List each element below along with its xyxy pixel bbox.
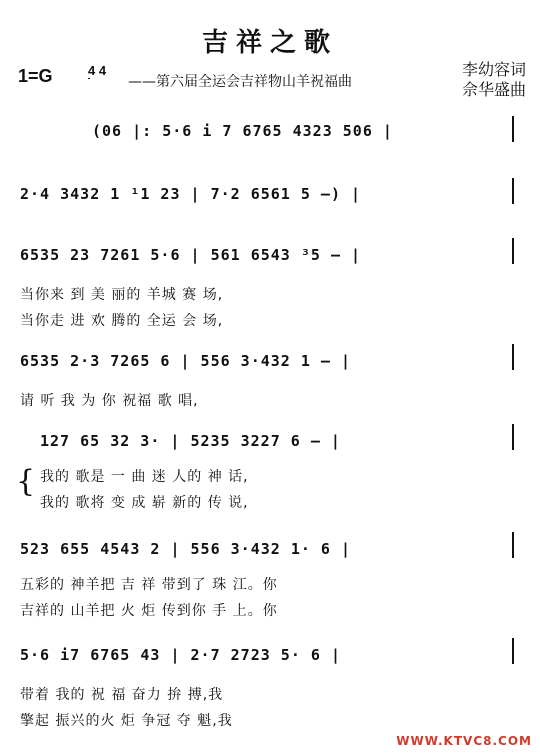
key-signature: 1=G xyxy=(18,66,53,86)
barline xyxy=(512,424,514,450)
barline xyxy=(512,238,514,264)
meter-bottom: 4 xyxy=(98,63,107,78)
barline xyxy=(512,178,514,204)
song-title: 吉祥之歌 xyxy=(201,28,338,58)
barline xyxy=(512,116,514,142)
barline xyxy=(512,638,514,664)
meter-top: 4 xyxy=(88,63,96,78)
subtitle: ——第六届全运会吉祥物山羊祝福曲 xyxy=(128,74,352,90)
site-watermark: WWW.KTVC8.COM xyxy=(396,734,532,748)
notation-line: 2·4 3432 1 ¹1 23 | 7·2 6561 5 —) | xyxy=(20,185,362,203)
lyric-line: 请 听 我 为 你 祝福 歌 唱, xyxy=(20,393,199,409)
composer-credit: 佘华盛曲 xyxy=(461,80,526,99)
lyric-line: 当你来 到 美 丽的 羊城 赛 场, xyxy=(20,287,224,303)
notation-line: 127 65 32 3· | 5235 3227 6 — | xyxy=(40,432,341,450)
barline xyxy=(512,344,514,370)
notation-line: 6535 2·3 7265 6 | 556 3·432 1 — | xyxy=(20,352,352,370)
lyric-line: 五彩的 神羊把 吉 祥 带到了 珠 江。你 xyxy=(20,577,278,593)
notation-line: 6535 23 7261 5·6 | 561 6543 ³5 — | xyxy=(20,246,362,264)
lyric-line: 带着 我的 祝 福 奋力 拚 搏,我 xyxy=(20,687,224,703)
credits xyxy=(462,60,526,100)
lyric-line: 我的 歌将 变 成 崭 新的 传 说, xyxy=(40,495,249,511)
notation-line: (06 |: 5·6 i 7 6765 4323 506 | xyxy=(92,122,393,140)
notation-line: 5·6 i7 6765 43 | 2·7 2723 5· 6 | xyxy=(20,646,341,664)
lyric-line: 擎起 振兴的火 炬 争冠 夺 魁,我 xyxy=(20,713,233,729)
time-signature xyxy=(88,63,107,78)
lyric-line: 吉祥的 山羊把 火 炬 传到你 手 上。你 xyxy=(20,603,278,619)
lyric-line: 我的 歌是 一 曲 迷 人的 神 话, xyxy=(40,469,249,485)
lyricist-credit: 李幼容词 xyxy=(461,60,526,79)
brace: { xyxy=(16,464,36,499)
lyric-line: 当你走 进 欢 腾的 全运 会 场, xyxy=(20,313,224,329)
notation-line: 523 655 4543 2 | 556 3·432 1· 6 | xyxy=(20,540,352,558)
barline xyxy=(512,532,514,558)
